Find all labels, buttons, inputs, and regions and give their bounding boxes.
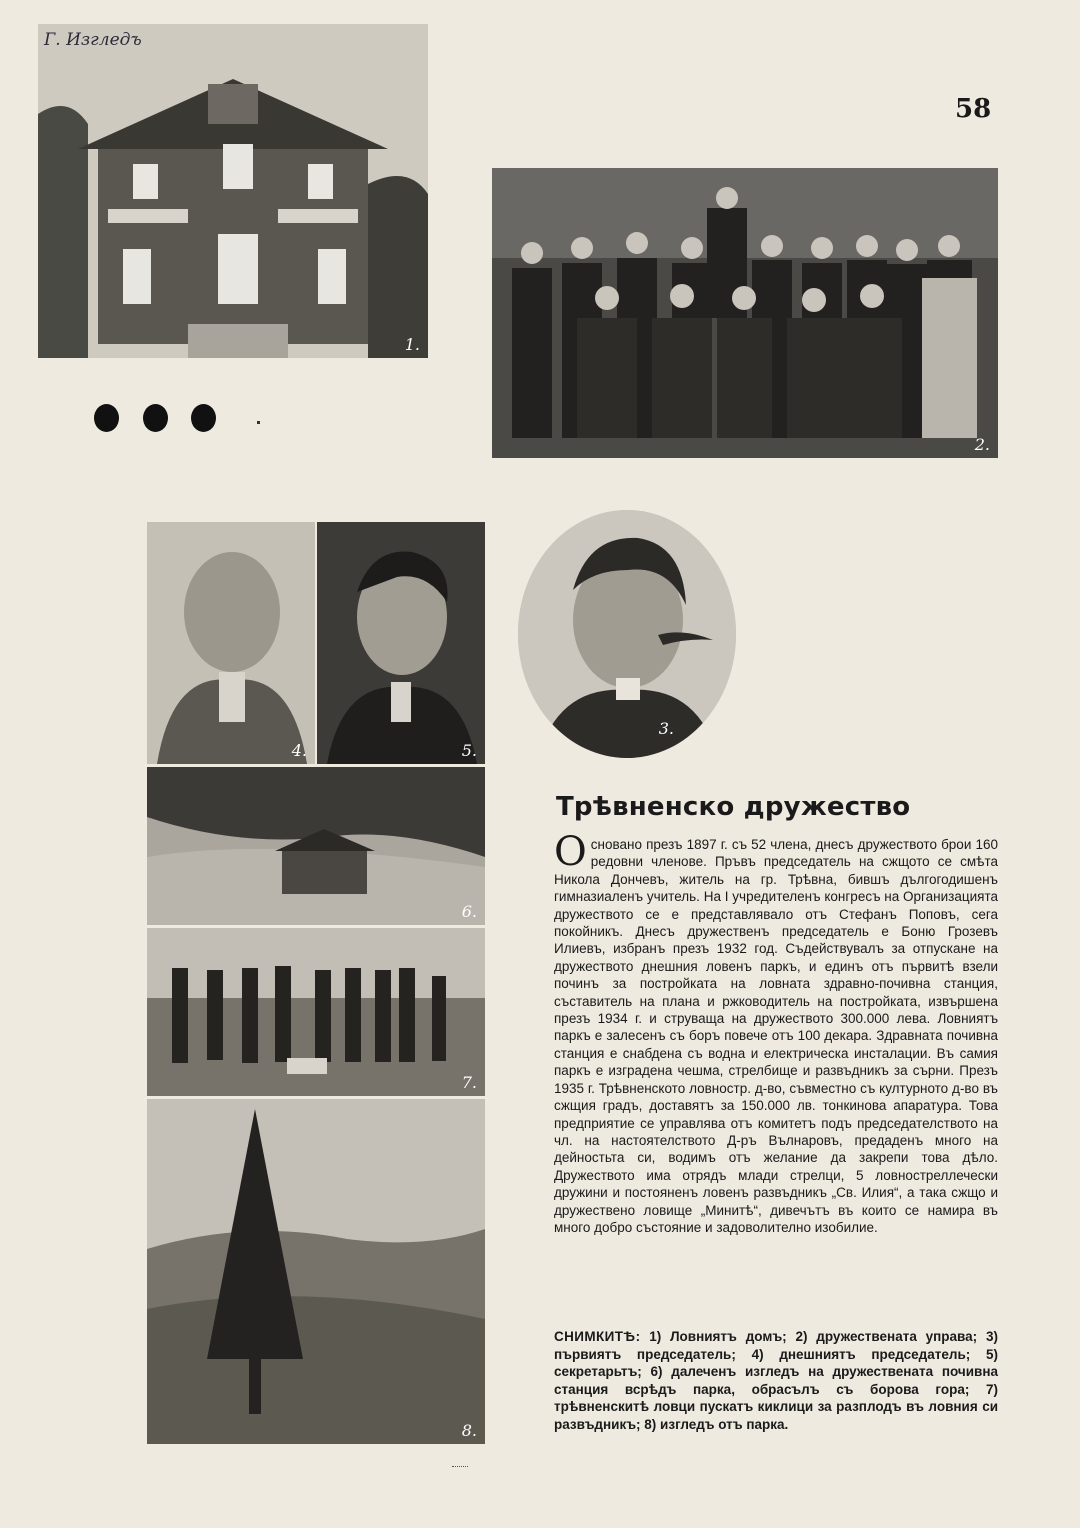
article-body-text: сновано презъ 1897 г. съ 52 члена, днесъ дружеството брои 160 редовни членове. Пръвъ председатель на сжщото се смѣта Никола Дончевъ, житель на гр. Трѣвна, бившъ дългогодишенъ гимназиаленъ учитель. На I учредителенъ конгресъ на Организацията дружеството се е представлявало отъ Стефанъ Поповъ, сега покойникъ. Днесъ дружественъ председатель е Боню Грозевъ Илиевъ, избранъ презъ 1932 год. Съдействувалъ за отпускане на дружеството днешния ловенъ паркъ, и единъ отъ първитѣ взели починъ за постройката на ловната здравно-почивна станция, съставитель на плана и ржководитель на постройката, извършена презъ 1934 г. и струваща на дружеството 300.000 лева. Ловниятъ паркъ е залесенъ съ боръ повече отъ 100 декара. Здравната почивна станция е снабдена съ водна и електрическа инсталации. Въ самия паркъ е изградена чешма, стрелбище и развъдникъ за сърни. Презъ 1935 г. Трѣвненското ловностр. д-во, съвместно съ културното д-во въ сжщия градъ, доставятъ за 150.000 лв. тонкинова апаратура. Това предприятие се управлява отъ комитетъ подъ председателството на чл. на настоятелството Д-ръ Вълнаровъ, предаденъ много на дейностьта си, водимъ отъ желание да закрепи това дѣло. Дружеството има отрядъ млади стрелци, 5 ловностреллечески дружини и постояненъ ловенъ развъдникъ „Св. Илия“, а така сжщо и дружествено ловище „Минитѣ“, дивечътъ въ които се намира въ много добро състояние и задоволително изобилие. [554, 837, 998, 1235]
photo-rest-station [147, 767, 485, 925]
photo-secretary [317, 522, 485, 764]
photo-first-chairman [518, 510, 736, 758]
photo-number: 4. [291, 741, 307, 760]
portrait-illustration [317, 522, 485, 764]
page-number: 58 [955, 94, 992, 124]
decorative-mark [257, 421, 260, 424]
photo-number: 3. [658, 719, 674, 738]
article-body [554, 829, 998, 1236]
decorative-dot [143, 404, 168, 432]
hunters-illustration [147, 928, 485, 1096]
park-illustration [147, 1099, 485, 1444]
portrait-illustration [518, 510, 736, 758]
group-illustration [492, 168, 998, 458]
lodge-illustration [38, 24, 428, 358]
decorative-dot [191, 404, 216, 432]
photo-society-board [492, 168, 998, 458]
landscape-illustration [147, 767, 485, 925]
photo-number: 6. [461, 902, 477, 921]
handwritten-label: Г. Изгледъ [44, 30, 142, 50]
photo-current-chairman [147, 522, 315, 764]
photo-number: 8. [461, 1421, 477, 1440]
photo-number: 5. [461, 741, 477, 760]
photo-number: 7. [461, 1073, 477, 1092]
drop-cap: О [554, 829, 587, 875]
photo-hunting-lodge [38, 24, 428, 358]
photo-number: 1. [404, 335, 420, 354]
photo-park-view [147, 1099, 485, 1444]
article-title: Трѣвненско дружество [556, 792, 911, 822]
photo-number: 2. [974, 435, 990, 454]
photo-hunters-release [147, 928, 485, 1096]
photo-captions [554, 1328, 998, 1434]
captions-text: 1) Ловниятъ домъ; 2) дружествената управа; 3) първиятъ председатель; 4) днешниятъ председатель; 5) секретарьтъ; 6) далеченъ изгледъ на дружествената почивна станция всрѣдъ парка, обрасълъ съ борова гора; 7) трѣвненскитѣ ловци пускатъ киклици за разплодъ въ ловния си развъдникъ; 8) изгледъ отъ парка. [554, 1329, 998, 1432]
captions-lead: СНИМКИТѢ: [554, 1329, 641, 1344]
pencil-mark [452, 1462, 468, 1467]
portrait-illustration [147, 522, 315, 764]
decorative-dot [94, 404, 119, 432]
